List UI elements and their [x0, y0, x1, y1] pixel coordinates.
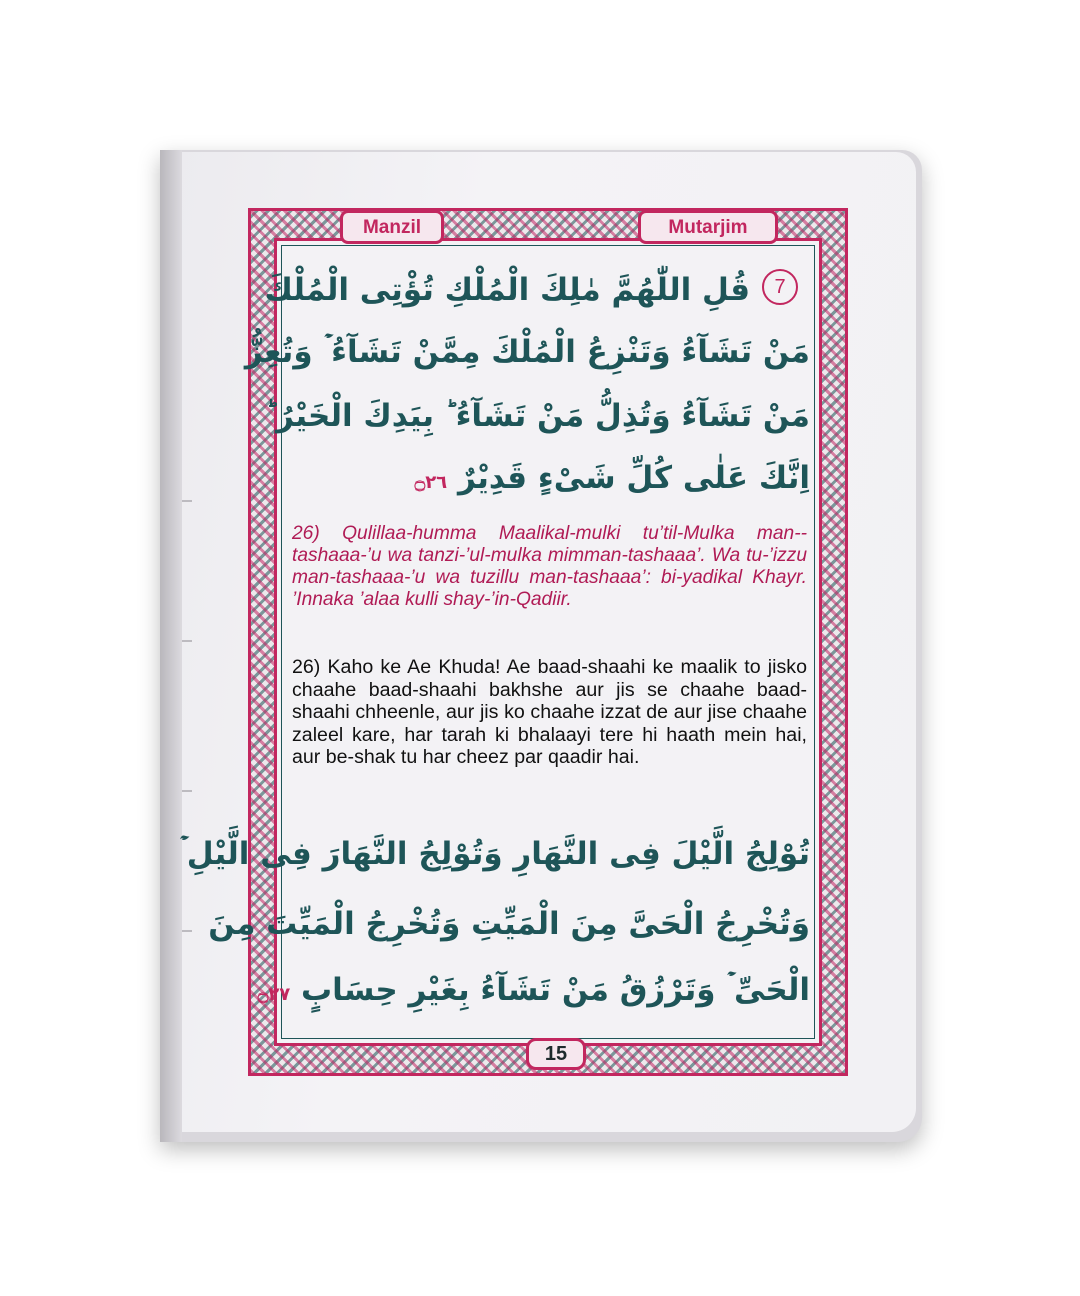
header-manzil-label: Manzil [340, 210, 444, 244]
booklet-spine [160, 150, 182, 1142]
page-number: 15 [526, 1038, 586, 1070]
arabic-verse-line: قُلِ اللّٰهُمَّ مٰلِكَ الْمُلْكِ تُؤْتِی الْمُلْكَ [264, 272, 750, 308]
spine-stitch [182, 500, 192, 502]
arabic-verse-text: الْحَیِّ ۡ وَتَرْزُقُ مَنْ تَشَآءُ بِغَیْرِ حِسَابٍ [301, 972, 810, 1008]
ayah-end-marker: ۝٢٦ [414, 472, 448, 493]
arabic-verse-line: وَتُخْرِجُ الْحَیَّ مِنَ الْمَیِّتِ وَتُخْرِجُ الْمَیِّتَ مِنَ [208, 906, 810, 942]
arabic-verse-line: تُوْلِجُ الَّیْلَ فِی النَّهَارِ وَتُوْلِجُ النَّهَارَ فِی الَّیْلِ ۡ [179, 836, 810, 872]
transliteration-paragraph: 26) Qulillaa-humma Maalikal-mulki tu’til-Mulka man--tashaaa-’u wa tanzi-’ul-mulka mimman-tashaaa’. Wa tu-’izzu man-tashaaa-’u wa tuzillu man-tashaaa’: bi-yadikal Khayr. ’Innaka ’alaa kulli shay-’in-Qadiir. [292, 523, 807, 610]
arabic-verse-line [290, 450, 810, 511]
header-mutarjim-label: Mutarjim [638, 210, 778, 244]
ayah-end-marker: ۝٢٧ [257, 984, 291, 1005]
translation-paragraph: 26) Kaho ke Ae Khuda! Ae baad-shaahi ke maalik to jisko chaahe baad-shaahi bakhshe aur jis se chaahe baad-shaahi chheenle, aur jis ko chaahe izzat de aur jise chaahe zaleel kare, har tarah ki bhalaayi tere hi haath mein hai, aur be-shak tu har cheez par qaadir hai. [292, 656, 807, 769]
arabic-verse-line [257, 962, 810, 1023]
verse-number-badge: 7 [762, 269, 798, 305]
arabic-verse-line: مَنْ تَشَآءُ وَتُذِلُّ مَنْ تَشَآءُ ؕ بِیَدِكَ الْخَیْرُ ؕ [265, 398, 810, 434]
arabic-verse-line: مَنْ تَشَآءُ وَتَنْزِعُ الْمُلْكَ مِمَّنْ تَشَآءُ ۡ وَتُعِزُّ [244, 334, 810, 370]
arabic-verse-text: اِنَّكَ عَلٰی كُلِّ شَیْءٍ قَدِیْرٌ [457, 460, 810, 496]
spine-stitch [182, 930, 192, 932]
spine-stitch [182, 640, 192, 642]
spine-stitch [182, 790, 192, 792]
